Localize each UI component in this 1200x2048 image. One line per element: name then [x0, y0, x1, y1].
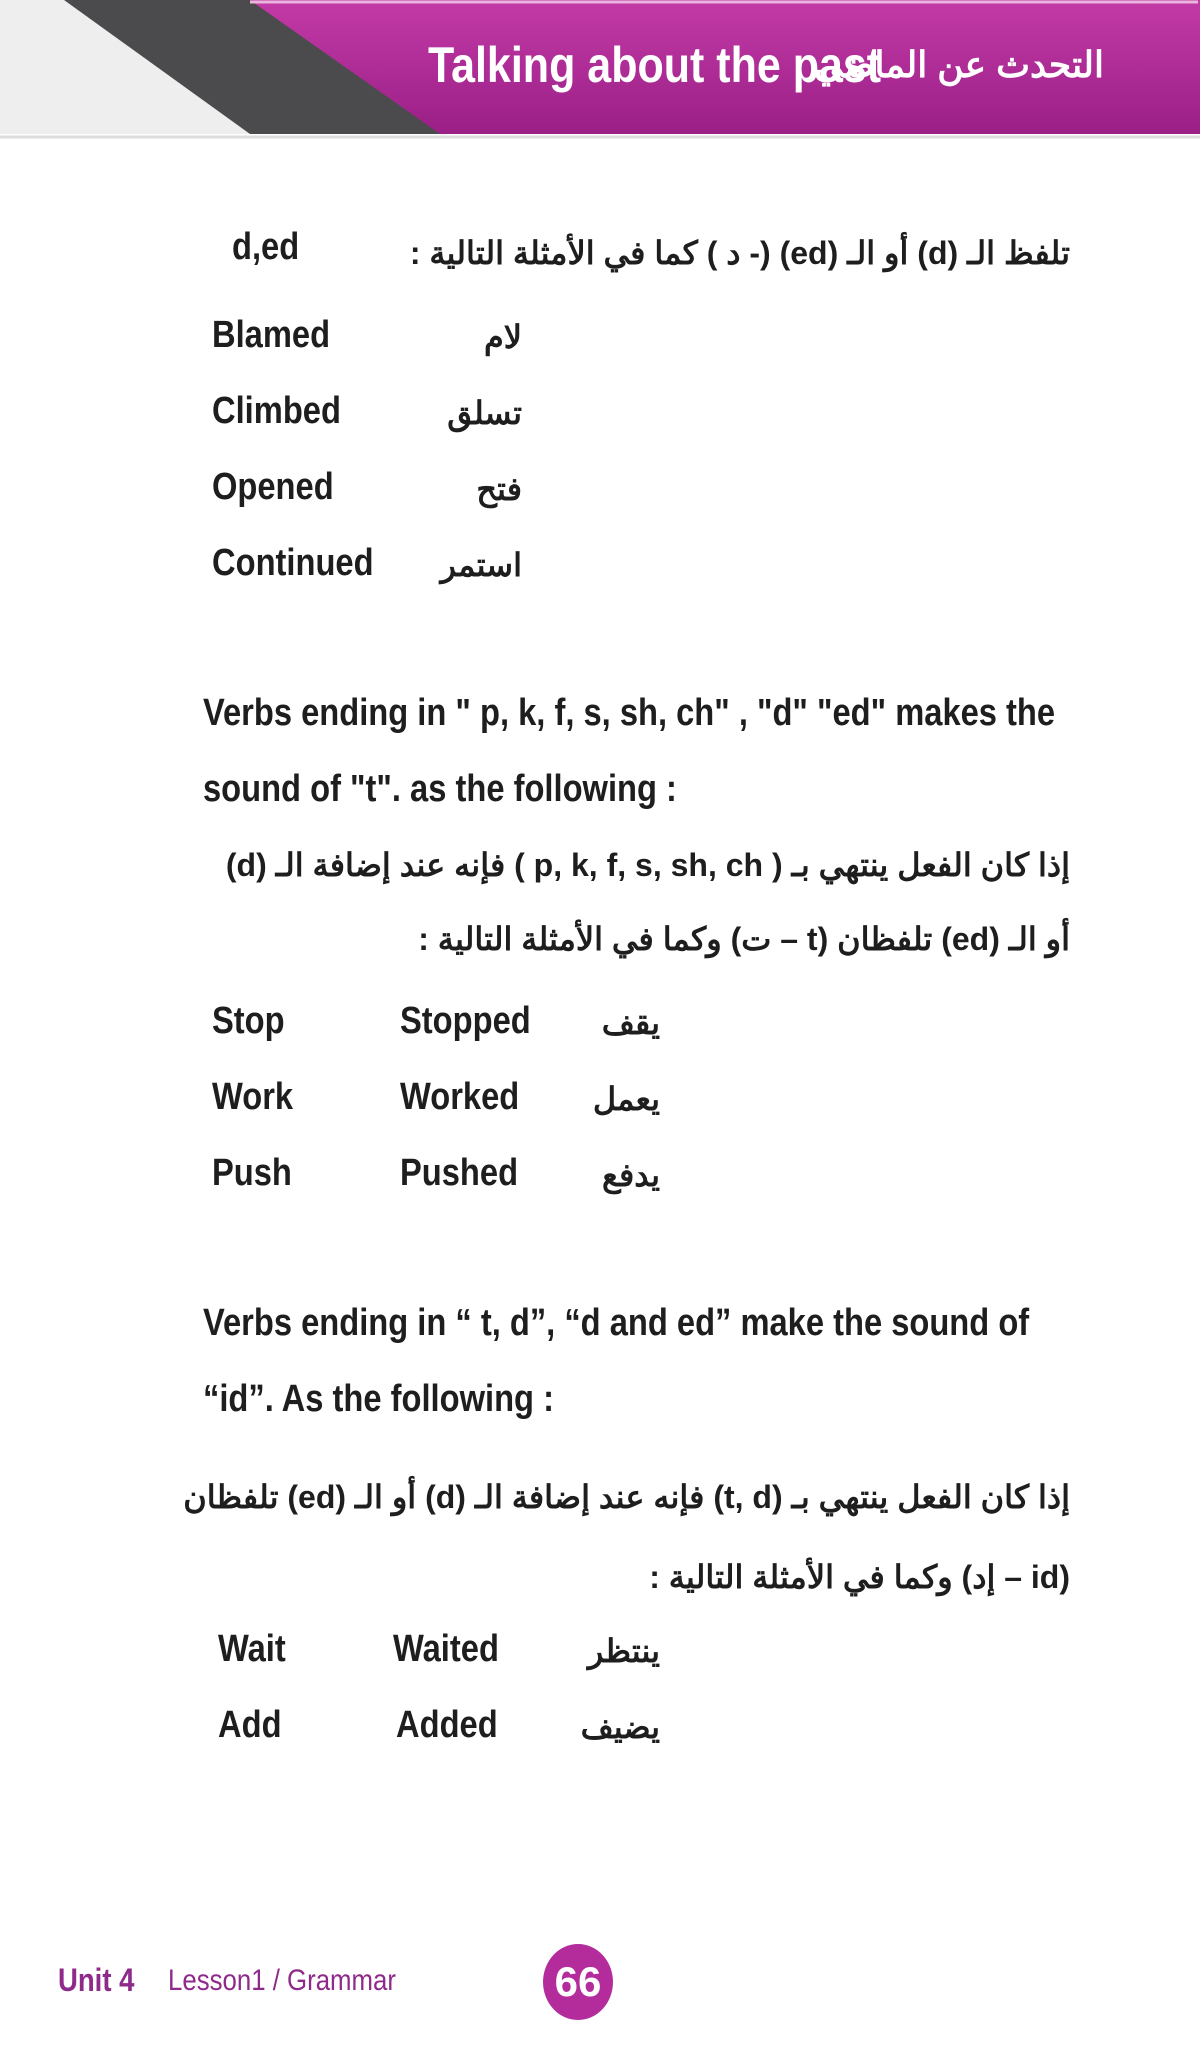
- section3-rule-line2: “id”. As the following :: [203, 1378, 554, 1420]
- section2-rule-line1: Verbs ending in " p, k, f, s, sh, ch" , "d" "ed" makes the: [203, 692, 1056, 734]
- footer-unit-label: Unit 4: [58, 1962, 135, 1998]
- section1-word-en: Blamed: [212, 314, 331, 356]
- section2-past-verb: Stopped: [400, 1000, 531, 1042]
- section1-word-ar: لام: [483, 319, 522, 355]
- section2-word-ar: يقف: [601, 1005, 660, 1041]
- section2-base-verb: Work: [212, 1076, 294, 1118]
- page-header: [0, 0, 1200, 140]
- section1-tag: d,ed: [232, 226, 300, 268]
- page-number: 66: [554, 1958, 602, 2005]
- section3-past-verb: Added: [396, 1704, 498, 1746]
- section2-word-ar: يدفع: [601, 1157, 660, 1193]
- section2-base-verb: Stop: [212, 1000, 285, 1042]
- section1-word-ar: تسلق: [447, 395, 522, 431]
- section2-arabic-line2: أو الـ (ed) تلفظان (t – ت) وكما في الأمثلة التالية :: [418, 921, 1070, 957]
- section3-base-verb: Wait: [218, 1628, 286, 1670]
- section2-rule-line2: sound of "t". as the following :: [203, 768, 677, 810]
- section2-word-ar: يعمل: [592, 1081, 660, 1117]
- section1-word-ar: استمر: [440, 547, 522, 583]
- section1-word-en: Climbed: [212, 390, 341, 432]
- section3-arabic-line2: (id – إد) وكما في الأمثلة التالية :: [649, 1559, 1070, 1595]
- section3-rule-line1: Verbs ending in “ t, d”, “d and ed” make the sound of: [203, 1302, 1030, 1344]
- section1-word-en: Continued: [212, 542, 374, 584]
- page-title: Talking about the past: [428, 37, 882, 93]
- section1-intro-arabic: تلفظ الـ (d) أو الـ (ed) (- د ) كما في الأمثلة التالية :: [409, 235, 1070, 271]
- section2-base-verb: Push: [212, 1152, 292, 1194]
- section3-word-ar: ينتظر: [587, 1633, 660, 1669]
- section3-base-verb: Add: [218, 1704, 282, 1746]
- section1-word-en: Opened: [212, 466, 334, 508]
- section1-word-ar: فتح: [476, 471, 522, 507]
- footer-lesson-label: Lesson1 / Grammar: [168, 1964, 396, 1997]
- section2-past-verb: Worked: [400, 1076, 520, 1118]
- section3-arabic-line1: إذا كان الفعل ينتهي بـ (t, d) فإنه عند إضافة الـ (d) أو الـ (ed) تلفظان: [183, 1479, 1070, 1515]
- section2-arabic-line1: إذا كان الفعل ينتهي بـ ( p, k, f, s, sh, ch ) فإنه عند إضافة الـ (d): [225, 847, 1070, 883]
- section2-past-verb: Pushed: [400, 1152, 519, 1194]
- page-title-arabic: التحدث عن الماضي: [813, 44, 1104, 85]
- section3-word-ar: يضيف: [580, 1709, 660, 1745]
- page-number-badge: [543, 1944, 613, 2020]
- section3-past-verb: Waited: [393, 1628, 499, 1670]
